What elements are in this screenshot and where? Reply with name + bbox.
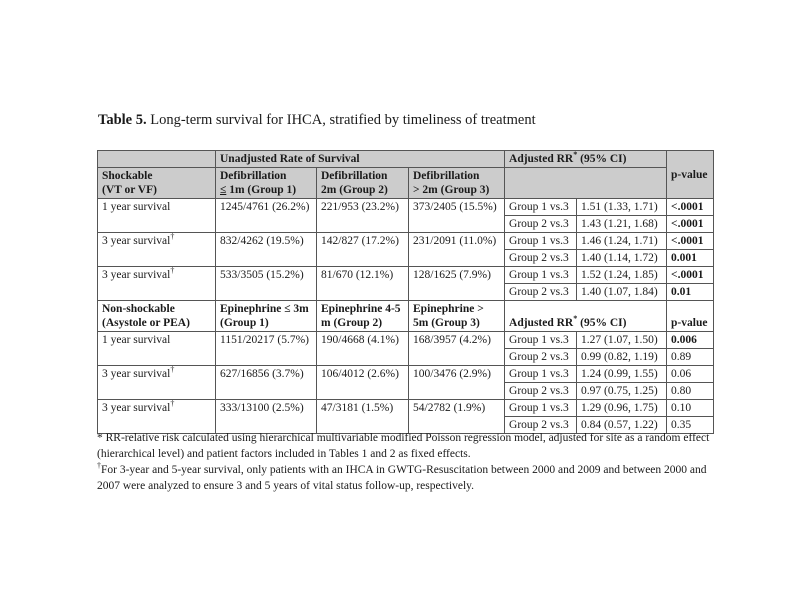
epi-group2-header: Epinephrine 4-5 m (Group 2) (317, 301, 409, 332)
group1-cell: 627/16856 (3.7%) (216, 366, 317, 400)
defib-group1-header: Defibrillation ≤ 1m (Group 1) (216, 168, 317, 199)
row-label: 1 year survival (98, 199, 216, 233)
comparison-cell: Group 1 vs.3 (505, 332, 577, 349)
survival-table (97, 150, 714, 434)
table-row (98, 332, 714, 349)
comparison-cell: Group 1 vs.3 (505, 366, 577, 383)
group3-cell: 231/2091 (11.0%) (409, 233, 505, 267)
p-value-cell: <.0001 (667, 216, 714, 233)
rr-cell: 1.40 (1.14, 1.72) (577, 250, 667, 267)
p-value-cell: <.0001 (667, 199, 714, 216)
comparison-cell: Group 2 vs.3 (505, 349, 577, 366)
comparison-cell: Group 1 vs.3 (505, 233, 577, 250)
epi-group1-header: Epinephrine ≤ 3m (Group 1) (216, 301, 317, 332)
table-footnotes (97, 430, 717, 494)
table-row (98, 233, 714, 250)
unadjusted-rate-header: Unadjusted Rate of Survival (216, 151, 505, 168)
comparison-cell: Group 1 vs.3 (505, 267, 577, 284)
comparison-cell: Group 2 vs.3 (505, 417, 577, 434)
p-value-cell: 0.006 (667, 332, 714, 349)
footnote-rr: * RR-relative risk calculated using hierarchical multivariable modified Poisson regression model, adjusted for site as a random effect (hierarchical level) and patient factors included in Tables 1 and 2 as fixed effects. (97, 432, 710, 460)
row-label: 3 year survival† (98, 400, 216, 434)
adjusted-rr-header: Adjusted RR* (95% CI) (505, 151, 667, 168)
group1-cell: 832/4262 (19.5%) (216, 233, 317, 267)
rr-cell: 1.46 (1.24, 1.71) (577, 233, 667, 250)
p-value-cell: <.0001 (667, 233, 714, 250)
rr-cell: 1.40 (1.07, 1.84) (577, 284, 667, 301)
table-row (98, 400, 714, 417)
footnote-followup: †For 3-year and 5-year survival, only patients with an IHCA in GWTG-Resuscitation between 2000 and 2009 and between 2000 and 2007 were analyzed to ensure 3 and 5 years of vital status follow-up, respectively. (97, 461, 707, 492)
table-row (98, 199, 714, 216)
p-value-cell: 0.80 (667, 383, 714, 400)
table-caption (98, 112, 536, 129)
header-blank-cell (98, 151, 216, 168)
group1-cell: 333/13100 (2.5%) (216, 400, 317, 434)
table-row (98, 366, 714, 383)
p-value-cell: 0.001 (667, 250, 714, 267)
row-label: 1 year survival (98, 332, 216, 366)
group3-cell: 100/3476 (2.9%) (409, 366, 505, 400)
p-value-cell: 0.35 (667, 417, 714, 434)
group2-cell: 190/4668 (4.1%) (317, 332, 409, 366)
row-label: 3 year survival† (98, 267, 216, 301)
shockable-header-row-1 (98, 151, 714, 168)
comparison-cell: Group 1 vs.3 (505, 400, 577, 417)
rr-cell: 1.27 (1.07, 1.50) (577, 332, 667, 349)
rr-cell: 0.97 (0.75, 1.25) (577, 383, 667, 400)
comparison-cell: Group 2 vs.3 (505, 250, 577, 267)
p-value-header: p-value (667, 301, 714, 332)
group2-cell: 47/3181 (1.5%) (317, 400, 409, 434)
table-row (98, 267, 714, 284)
group2-cell: 81/670 (12.1%) (317, 267, 409, 301)
table-label: Table 5. (98, 112, 147, 128)
caption-text: Long-term survival for IHCA, stratified by timeliness of treatment (146, 112, 536, 128)
group2-cell: 221/953 (23.2%) (317, 199, 409, 233)
adjusted-rr-header: Adjusted RR* (95% CI) (505, 301, 667, 332)
group3-cell: 128/1625 (7.9%) (409, 267, 505, 301)
group1-cell: 533/3505 (15.2%) (216, 267, 317, 301)
group1-cell: 1151/20217 (5.7%) (216, 332, 317, 366)
rr-cell: 1.51 (1.33, 1.71) (577, 199, 667, 216)
comparison-cell: Group 2 vs.3 (505, 383, 577, 400)
nonshockable-group-label: Non-shockable (Asystole or PEA) (98, 301, 216, 332)
comparison-cell: Group 2 vs.3 (505, 216, 577, 233)
shockable-group-label: Shockable (VT or VF) (98, 168, 216, 199)
row-label: 3 year survival† (98, 233, 216, 267)
rr-cell: 1.24 (0.99, 1.55) (577, 366, 667, 383)
group3-cell: 54/2782 (1.9%) (409, 400, 505, 434)
group3-cell: 168/3957 (4.2%) (409, 332, 505, 366)
group2-cell: 106/4012 (2.6%) (317, 366, 409, 400)
p-value-cell: 0.10 (667, 400, 714, 417)
p-value-cell: <.0001 (667, 267, 714, 284)
rr-cell: 0.99 (0.82, 1.19) (577, 349, 667, 366)
adjusted-rr-header-filler (505, 168, 667, 199)
rr-cell: 0.84 (0.57, 1.22) (577, 417, 667, 434)
row-label: 3 year survival† (98, 366, 216, 400)
group3-cell: 373/2405 (15.5%) (409, 199, 505, 233)
group1-cell: 1245/4761 (26.2%) (216, 199, 317, 233)
epi-group3-header: Epinephrine > 5m (Group 3) (409, 301, 505, 332)
nonshockable-header-row (98, 301, 714, 332)
p-value-cell: 0.06 (667, 366, 714, 383)
group2-cell: 142/827 (17.2%) (317, 233, 409, 267)
rr-cell: 1.52 (1.24, 1.85) (577, 267, 667, 284)
p-value-header: p-value (667, 151, 714, 199)
p-value-cell: 0.01 (667, 284, 714, 301)
comparison-cell: Group 2 vs.3 (505, 284, 577, 301)
defib-group3-header: Defibrillation > 2m (Group 3) (409, 168, 505, 199)
defib-group2-header: Defibrillation 2m (Group 2) (317, 168, 409, 199)
rr-cell: 1.43 (1.21, 1.68) (577, 216, 667, 233)
rr-cell: 1.29 (0.96, 1.75) (577, 400, 667, 417)
comparison-cell: Group 1 vs.3 (505, 199, 577, 216)
p-value-cell: 0.89 (667, 349, 714, 366)
